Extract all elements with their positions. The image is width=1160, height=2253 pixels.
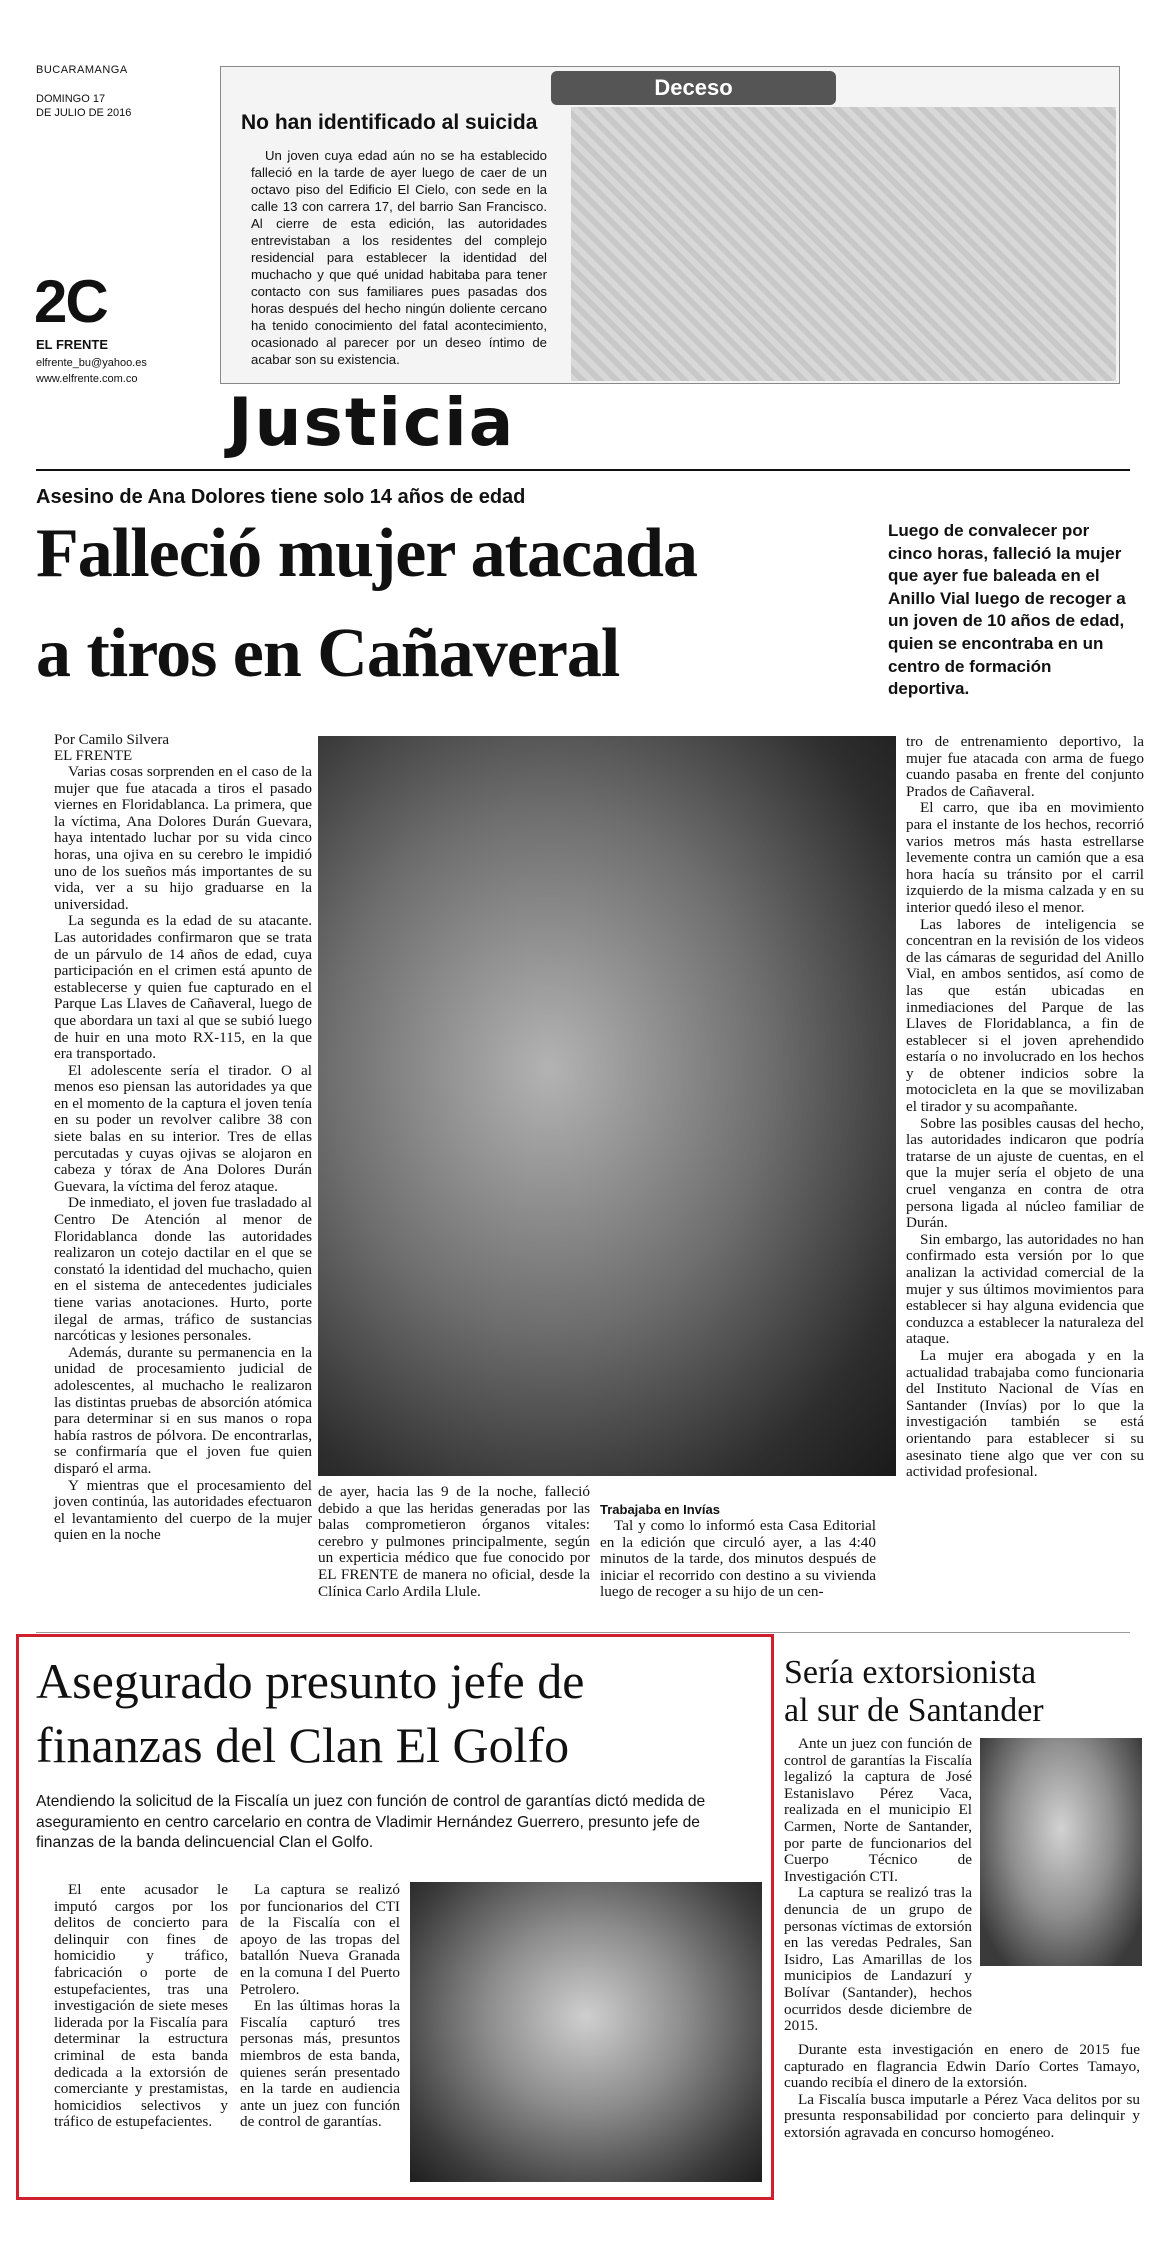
golfo-lede: Atendiendo la solicitud de la Fiscalía un juez con función de control de garantías dictó medida de aseguramiento en centro carcelario en contra de Vladimir Hernández Guerrero, presunto jefe de finanzas de la banda delincuencial Clan el Golfo. [36,1793,706,1852]
main-summary: Luego de convalecer por cinco horas, falleció la mujer que ayer fue baleada en el Anillo Vial luego de recoger a un joven de 10 años de edad, quien se encontraba en un centro de formación deportiva. [888,521,1126,699]
paper-name: EL FRENTE [36,337,108,352]
deceso-box [220,66,1120,384]
main-bottom-rule [36,1632,1130,1633]
extorsion-headline-line2: al sur de Santander [784,1692,1044,1729]
golfo-headline-line1: Asegurado presunto jefe de [36,1653,585,1709]
extorsion-p3: Durante esta investigación en enero de 2015 fue capturado en flagrancia Edwin Darío Cortes Tamayo, cuando recibía el dinero de la extorsión. [784,2041,1140,2092]
golfo-col2-p2: En las últimas horas la Fiscalía capturó tres personas más, presuntos miembros de esta banda, quienes serán presentado en la tarde en audiencia ante un juez con función de control de garantías. [240,1997,400,2131]
main-col3-p1: Tal y como lo informó esta Casa Editorial en la edición que circuló ayer, a las 4:40 minutos de la tarde, dos minutos después de iniciar el recorrido con destino a su vivienda luego de recoger a su hijo de un cen- [600,1517,876,1601]
page-code: 2C [34,268,107,335]
main-col1-p4: De inmediato, el joven fue trasladado al Centro De Atención al menor de Floridablanca donde las autoridades realizaron un cotejo dactilar en el que se constató la identidad del muchacho, quien en el sistema de antecedentes judiciales tiene varias anotaciones. Hurto, porte ilegal de armas, tráfico de sustancias narcóticas y lesiones personales. [54,1194,312,1345]
main-photo [318,736,896,1476]
main-col4-p5: Sin embargo, las autoridades no han confirmado esta versión por lo que analizan la actividad comercial de la mujer y sus últimos movimientos para establecer si hay alguna evidencia que conduzca a establecer la naturaleza del ataque. [906,1230,1144,1348]
extorsion-column-wide [784,2042,1140,2142]
extorsion-photo [980,1738,1142,1966]
main-column-1 [54,764,312,1544]
extorsion-p4: La Fiscalía busca imputarle a Pérez Vaca delitos por su presunta responsabilidad por concierto para delinquir y extorsión agravada en concurso homogéneo. [784,2090,1140,2141]
main-byline: Por Camilo Silvera [54,732,169,748]
main-column-3 [600,1518,876,1601]
deceso-title: No han identificado al suicida [241,111,538,134]
main-col1-p3: El adolescente sería el tirador. O al menos eso piensan las autoridades ya que en el momento de la captura el joven tenía en su poder un revolver calibre 38 con siete balas en su interior. Tres de ellas percutadas y cuyas ojivas se alojaron en cabeza y tórax de Ana Dolores Durán Guevara, la víctima del feroz ataque. [54,1061,312,1195]
golfo-headline-line2: finanzas del Clan El Golfo [36,1717,570,1773]
masthead-city: BUCARAMANGA [36,64,128,76]
main-headline-line1: Falleció mujer atacada [36,515,697,592]
extorsion-column-narrow [784,1736,972,2035]
main-column-4 [906,734,1144,1481]
main-col1-p2: La segunda es la edad de su atacante. Las autoridades confirmaron que se trata de un párvulo de 14 años de edad, cuya participación en el crimen está apunto de establecerse y quien fue capturado en el Parque Las Llaves de Cañaveral, luego de que abordara un taxi al que se subió luego de huir en una moto RX-115, en la que era transportado. [54,912,312,1063]
paper-web: www.elfrente.com.co [36,373,138,385]
deceso-body: Un joven cuya edad aún no se ha establecido falleció en la tarde de ayer luego de caer de un octavo piso del Edificio El Cielo, con sede en la calle 13 con carrera 17, del barrio San Francisco. Al cierre de esta edición, las autoridades entrevistaban a los residentes del complejo residencial para establecer la identidad del muchacho y que qué unidad habitaba para tener contacto con sus familiares pues pasadas dos horas después del hecho ningún doliente cercano ha tenido conocimiento del fatal acontecimiento, ocasionado al parecer por un deseo íntimo de acabar son su existencia. [251,148,547,367]
main-col2-p1: de ayer, hacia las 9 de la noche, falleció debido a que las heridas generadas por las balas comprometieron órganos vitales: cerebro y pulmones principalmente, según un experticia médico que fue conocido por EL FRENTE de manera no oficial, desde la Clínica Carlo Ardila Llule. [318,1483,590,1600]
golfo-col1-p1: El ente acusador le imputó cargos por los delitos de concierto para delinquir con fines de homicidio y tráfico, fabricación o porte de estupefacientes, tras una investigación de siete meses liderada por la Fiscalía para determinar la estructura criminal de esta banda dedicada a la extorsión de comerciante y prestamistas, homicidios selectivos y tráfico de estupefacientes. [54,1881,228,2131]
section-rule [36,469,1130,471]
golfo-photo [410,1882,762,2182]
main-col4-p3: Las labores de inteligencia se concentran en la revisión de los videos de las cámaras de seguridad del Anillo Vial, en ambos sentidos, así como de las que están ubicadas en inmediaciones del Parque de las Llaves de Floridablanca, a fin de establecer si el joven aprehendido estaría o no involucrado en los hechos y de obtener indicios sobre la motocicleta en la que se movilizaban el tirador y su acompañante. [906,915,1144,1116]
main-col4-p2: El carro, que iba en movimiento para el instante de los hechos, recorrió varios metros más hasta estrellarse levemente contra un camión que a esa hora hacía su tránsito por el carril izquierdo de la misma calzada y en su interior quedó ileso el menor. [906,799,1144,916]
section-title: Justicia [228,384,516,461]
main-col4-p1: tro de entrenamiento deportivo, la mujer fue atacada con arma de fuego cuando pasaba en frente del conjunto Prados de Cañaveral. [906,733,1144,800]
golfo-column-1 [54,1882,228,2131]
extorsion-p2: La captura se realizó tras la denuncia de un grupo de personas víctimas de extorsión en las veredas Pedrales, San Isidro, Las Amarillas de los municipios de Landazurí y Bolívar (Santander), hechos ocurridos desde diciembre de 2015. [784,1884,972,2035]
extorsion-p1: Ante un juez con función de control de garantías la Fiscalía legalizó la captura de José Estanislavo Pérez Vaca, realizada en el municipio El Carmen, Norte de Santander, por parte de funcionarios del Cuerpo Técnico de Investigación CTI. [784,1735,972,1885]
golfo-col2-p1: La captura se realizó por funcionarios del CTI de la Fiscalía con el apoyo de las tropas del batallón Nueva Granada en la comuna I del Puerto Petrolero. [240,1881,400,1998]
golfo-column-2 [240,1882,400,2131]
deceso-photo [571,107,1116,381]
masthead-date-line2: DE JULIO DE 2016 [36,107,132,119]
main-col1-p1: Varias cosas sorprenden en el caso de la mujer que fue atacada a tiros el pasado viernes en Floridablanca. La primera, que la víctima, Ana Dolores Durán Guevara, haya intentado luchar por su vida cinco horas, una ojiva en su cerebro le impidió uno de los sueños más importantes de su vida, ver a su hijo graduarse en la universidad. [54,763,312,913]
main-col4-p6: La mujer era abogada y en la actualidad trabajaba como funcionaria del Instituto Nacional de Vías en Santander (Invías) por lo que la investigación también se está orientando para establecer si su asesinato tiene algo que ver con su actividad profesional. [906,1346,1144,1481]
main-subhead: Trabajaba en Invías [600,1502,720,1517]
main-kicker: Asesino de Ana Dolores tiene solo 14 años de edad [36,486,526,508]
main-col4-p4: Sobre las posibles causas del hecho, las autoridades indicaron que podría tratarse de un ajuste de cuentas, en el que la mujer sería el objeto de una cruel venganza en contra de otra persona ligada al núcleo familiar de Durán. [906,1114,1144,1232]
deceso-tag: Deceso [551,71,836,105]
masthead-date-line1: DOMINGO 17 [36,93,106,105]
main-headline-line2: a tiros en Cañaveral [36,615,620,692]
main-byline-org: EL FRENTE [54,748,133,764]
extorsion-headline-line1: Sería extorsionista [784,1654,1037,1691]
paper-email: elfrente_bu@yahoo.es [36,357,147,369]
main-column-2 [318,1484,590,1600]
main-col1-p6: Y mientras que el procesamiento del joven continúa, las autoridades efectuaron el levantamiento del cuerpo de la mujer quien en la noche [54,1476,312,1544]
main-col1-p5: Además, durante su permanencia en la unidad de procesamiento judicial de adolescentes, al muchacho le realizaron las distintas pruebas de absorción atómica para determinar si en sus manos o ropa había rastros de pólvora. De encontrarlas, se confirmaría que el joven fue quien disparó el arma. [54,1343,312,1477]
